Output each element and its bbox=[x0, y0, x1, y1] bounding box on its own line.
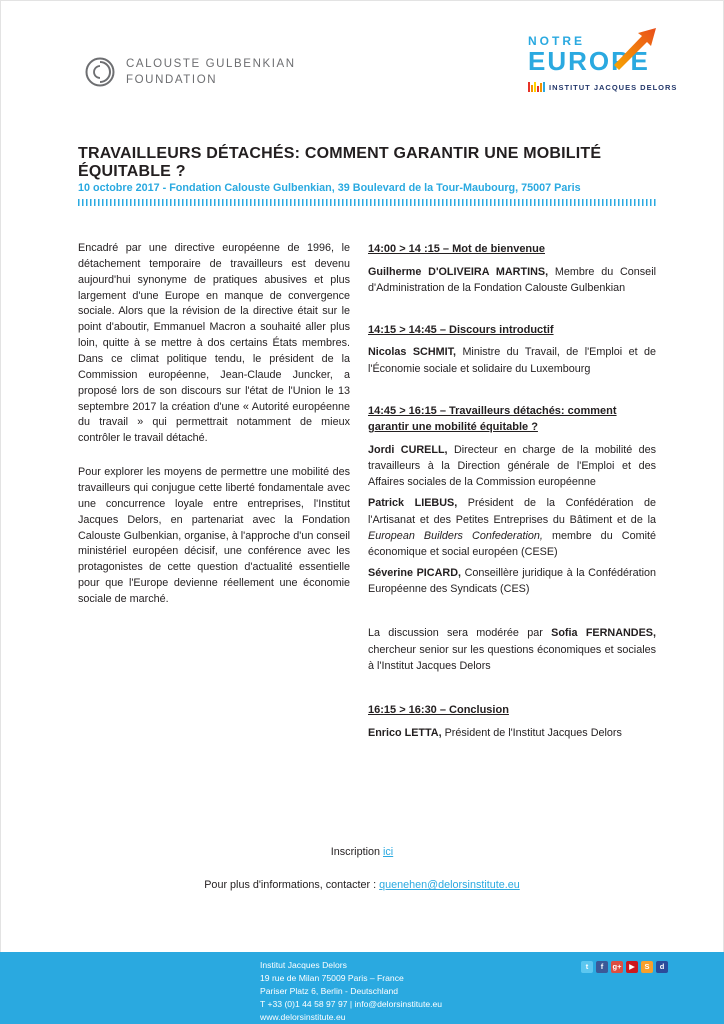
session-heading: 14:15 > 14:45 – Discours introductif bbox=[368, 323, 554, 336]
speaker-entry bbox=[368, 442, 656, 491]
footer-bar bbox=[0, 952, 724, 1024]
contact-email-link[interactable]: quenehen@delorsinstitute.eu bbox=[379, 879, 520, 891]
session-heading: 14:45 > 16:15 – Travailleurs détachés: comment garantir une mobilité équitable ? bbox=[368, 404, 617, 434]
session-panel bbox=[368, 403, 656, 598]
tick-separator bbox=[78, 199, 656, 206]
notre-europe-logo-europe: EUROPE bbox=[528, 46, 650, 76]
inscription-label: Inscription bbox=[330, 846, 380, 858]
page-title: TRAVAILLEURS DÉTACHÉS: COMMENT GARANTIR UNE MOBILITÉ ÉQUITABLE ? bbox=[78, 145, 602, 180]
speaker-entry bbox=[368, 344, 656, 376]
session-introductory-speech bbox=[368, 322, 656, 377]
youtube-icon[interactable]: ▶ bbox=[626, 961, 638, 973]
gulbenkian-emblem-icon bbox=[84, 56, 116, 88]
speaker-entry bbox=[368, 565, 656, 597]
speaker-desc: Président de la Confédération de l'Artisanat et des Petites Entreprises du Bâtiment et de la bbox=[368, 497, 657, 526]
notre-europe-logo bbox=[528, 34, 678, 92]
intro-column bbox=[78, 241, 350, 608]
europe-arrow-icon bbox=[610, 20, 660, 76]
intro-paragraph-2: Pour explorer les moyens de permettre une mobilité des travailleurs qui conjugue cette liberté fondamentale avec une concurrence loyale entre entreprises, l'Institut Jacques Delors, en partenariat avec la Fondation Calouste Gulbenkian, organise, à l'approche d'un conseil ministériel européen décisif, une conférence avec les protagonistes de cette question d'actualité essentielle pour que l'Europe devienne réellement une économie sociale de marché. bbox=[78, 466, 350, 606]
speaker-desc: Directeur en charge de la mobilité des travailleurs à la Direction générale de l'Emploi et des Affaires sociales de la Commission européenne bbox=[368, 443, 656, 489]
inscription-line bbox=[0, 846, 724, 858]
session-heading: 14:00 > 14 :15 – Mot de bienvenue bbox=[368, 243, 545, 255]
gulbenkian-logo-text bbox=[126, 56, 296, 88]
speaker-desc-after: membre du Comité économique et social européen (CESE) bbox=[368, 529, 656, 558]
speaker-entry bbox=[368, 725, 656, 741]
twitter-icon[interactable]: t bbox=[581, 961, 593, 973]
footer-address-block bbox=[260, 959, 442, 1023]
notre-europe-logo-notre: NOTRE bbox=[528, 34, 585, 48]
speaker-name: Guilherme D'OLIVEIRA MARTINS, bbox=[368, 265, 549, 278]
institut-jacques-delors-logo-line bbox=[528, 82, 678, 92]
intro-paragraph-1: Encadré par une directive européenne de 1996, le détachement temporaire de travailleurs est devenu aujourd'hui synonyme de pratiques abusives et plus largement d'une Europe en manque de convergence sociale. Alors que la révision de la directive était sur le point d'aboutir, Emmanuel Macron a souhaité aller plus loin, quitte à se mettre à dos certains États membres. Dans ce climat politique tendu, le président de la Commission européenne, Jean-Claude Juncker, a proposé lors de son discours sur l'état de l'Union le 13 septembre 2017 la création d'une « Autorité européenne du travail » qui permettrait notamment de mieux contrôler le travail détaché. bbox=[78, 242, 350, 445]
moderator-note bbox=[368, 625, 656, 674]
session-heading: 16:15 > 16:30 – Conclusion bbox=[368, 704, 509, 716]
speaker-entry bbox=[368, 495, 656, 560]
speaker-desc: Président de l'Institut Jacques Delors bbox=[444, 726, 622, 739]
speaker-desc-italic: European Builders Confederation, bbox=[368, 529, 543, 542]
moderator-name: Sofia FERNANDES, bbox=[551, 627, 657, 640]
contact-line bbox=[0, 879, 724, 891]
footer-phone-email: T +33 (0)1 44 58 97 97 | info@delorsinstitute.eu bbox=[260, 998, 443, 1009]
session-welcome bbox=[368, 241, 656, 296]
facebook-icon[interactable]: f bbox=[596, 961, 608, 973]
speaker-desc: Ministre du Travail, de l'Emploi et de l'Économie sociale et solidaire du Luxembourg bbox=[368, 346, 657, 375]
dailymotion-icon[interactable]: d bbox=[656, 961, 668, 973]
speaker-name: Nicolas SCHMIT, bbox=[368, 346, 457, 359]
speaker-desc: Membre du Conseil d'Administration de la Fondation Calouste Gulbenkian bbox=[368, 265, 656, 294]
footer-address-paris: 19 rue de Milan 75009 Paris – France bbox=[260, 972, 404, 983]
google-plus-icon[interactable]: g+ bbox=[612, 962, 622, 972]
speaker-desc: Conseillère juridique à la Confédération Européenne des Syndicats (CES) bbox=[368, 567, 657, 596]
footer-social-icons bbox=[581, 961, 668, 973]
footer-org-name: Institut Jacques Delors bbox=[260, 960, 347, 970]
gulbenkian-logo-line2: FOUNDATION bbox=[126, 74, 218, 87]
scoopit-icon[interactable]: S bbox=[641, 961, 653, 973]
speaker-name: Patrick LIEBUS, bbox=[368, 497, 458, 510]
contact-label: Pour plus d'informations, contacter : bbox=[204, 879, 377, 891]
footer-address-berlin: Pariser Platz 6, Berlin - Deutschland bbox=[260, 985, 399, 996]
moderator-post: chercheur senior sur les questions économiques et sociales à l'Institut Jacques Delors bbox=[368, 643, 656, 672]
gulbenkian-logo bbox=[84, 56, 296, 88]
institut-logo-text: INSTITUT JACQUES DELORS bbox=[549, 82, 678, 92]
inscription-link[interactable]: ici bbox=[383, 846, 394, 858]
moderator-pre: La discussion sera modérée par bbox=[368, 627, 543, 640]
speaker-name: Enrico LETTA, bbox=[368, 726, 442, 739]
session-conclusion bbox=[368, 702, 656, 741]
logo-color-bars bbox=[528, 82, 545, 92]
program-column bbox=[368, 241, 656, 767]
speaker-entry bbox=[368, 264, 656, 296]
footer-website-link[interactable]: www.delorsinstitute.eu bbox=[260, 1011, 346, 1022]
gulbenkian-logo-line1: CALOUSTE GULBENKIAN bbox=[126, 58, 296, 70]
speaker-name: Séverine PICARD, bbox=[368, 567, 461, 580]
event-date-location: 10 octobre 2017 - Fondation Calouste Gulbenkian, 39 Boulevard de la Tour-Maubourg, 75007 Paris bbox=[78, 182, 581, 194]
speaker-name: Jordi CURELL, bbox=[368, 443, 448, 456]
